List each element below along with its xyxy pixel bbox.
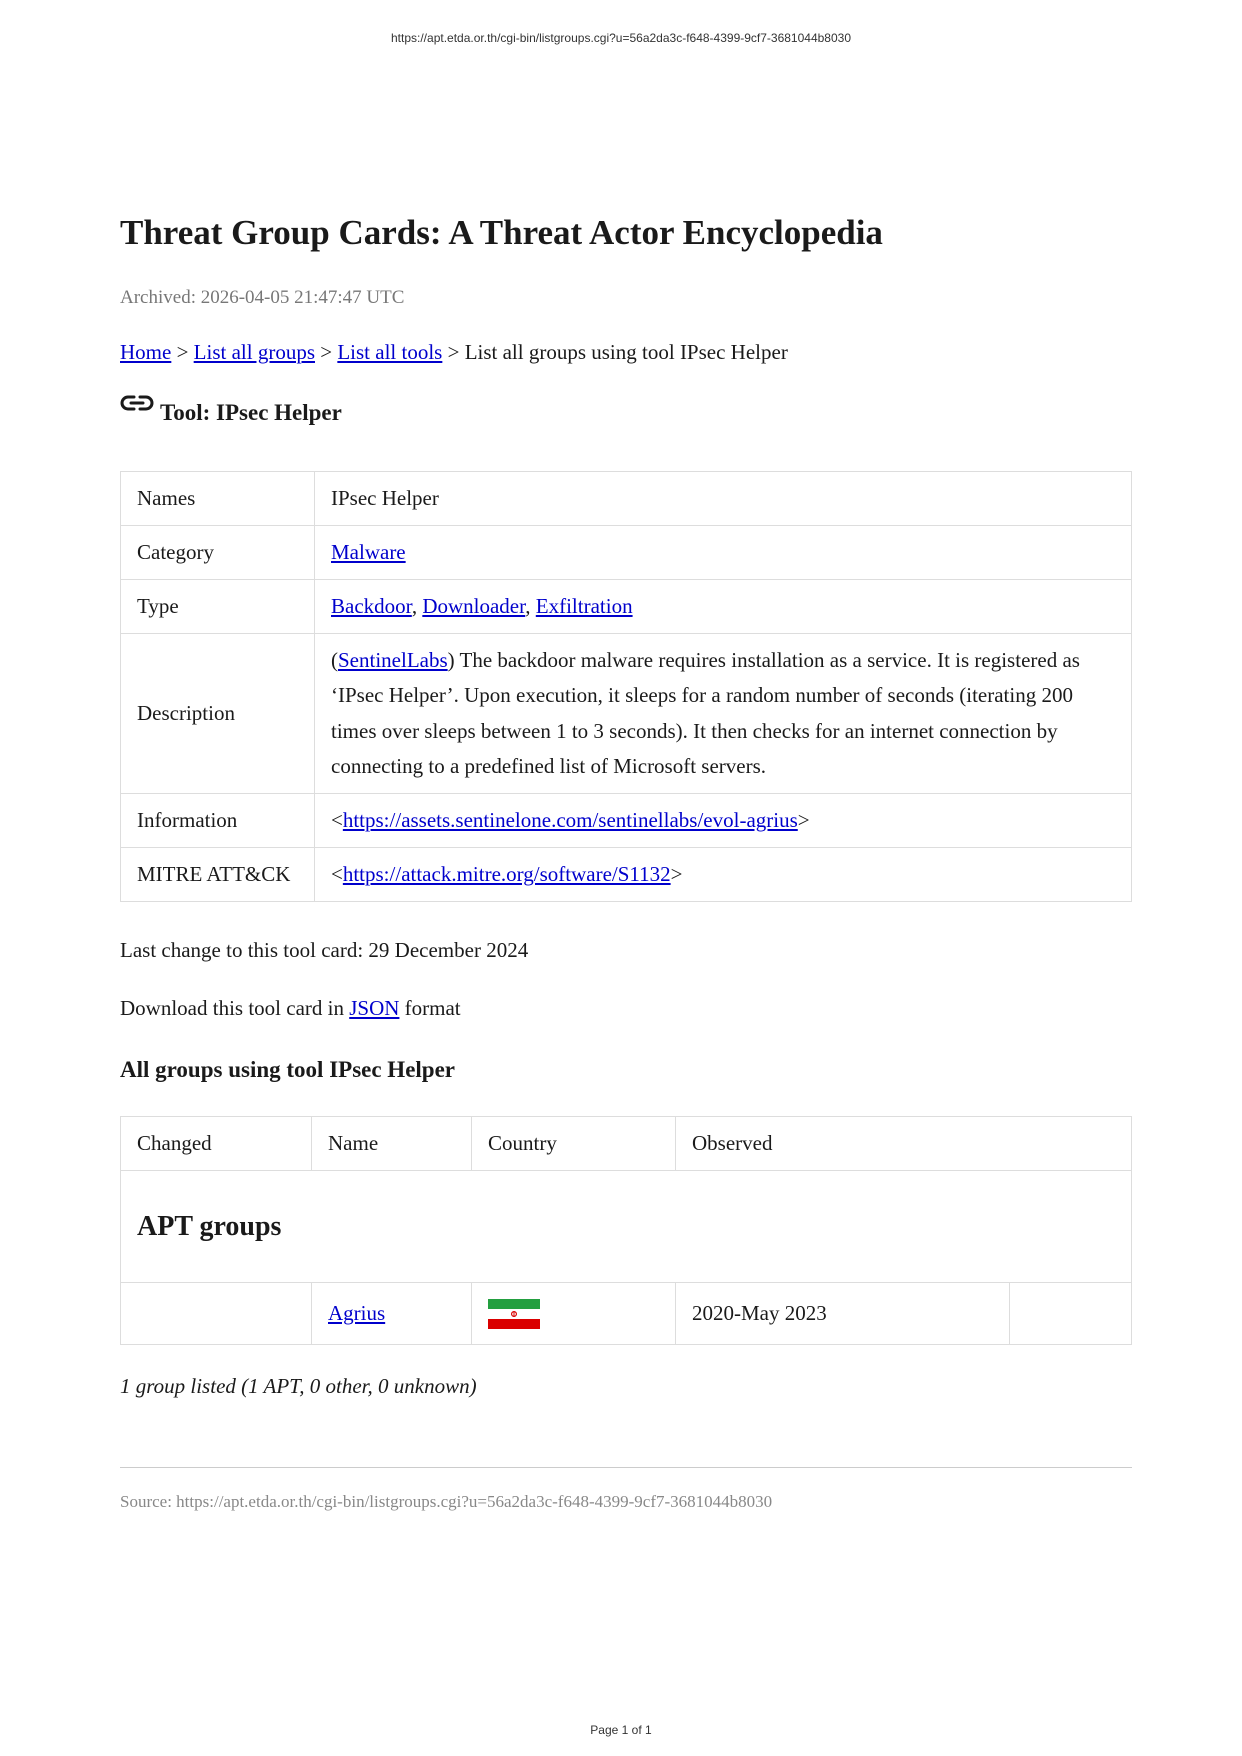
category-label: Category (121, 526, 315, 580)
names-label: Names (121, 472, 315, 526)
mitre-link[interactable]: https://attack.mitre.org/software/S1132 (342, 862, 671, 886)
groups-heading: All groups using tool IPsec Helper (120, 1057, 456, 1082)
description-label: Description (121, 634, 315, 794)
breadcrumb-separator: > (171, 340, 194, 364)
breadcrumb-current: List all groups using tool IPsec Helper (464, 340, 788, 364)
page-header-url: https://apt.etda.or.th/cgi-bin/listgroups.cgi?u=56a2da3c-f648-4399-9cf7-3681044b8030 (391, 31, 851, 45)
information-label: Information (121, 794, 315, 848)
type-separator: , (525, 594, 536, 618)
description-text-block (331, 643, 1115, 785)
tool-heading-text: Tool: IPsec Helper (160, 400, 342, 425)
breadcrumb (120, 340, 788, 365)
apt-groups-heading: APT groups (137, 1210, 282, 1242)
column-header-name: Name (312, 1117, 472, 1171)
column-header-observed: Observed (676, 1117, 1132, 1171)
groups-summary: 1 group listed (1 APT, 0 other, 0 unknown) (120, 1374, 477, 1398)
type-label: Type (121, 580, 315, 634)
divider (120, 1467, 1132, 1468)
link-icon (120, 394, 154, 412)
description-open-paren: ( (331, 647, 338, 672)
source-url: Source: https://apt.etda.or.th/cgi-bin/listgroups.cgi?u=56a2da3c-f648-4399-9cf7-3681044b8030 (120, 1492, 773, 1511)
table-row (121, 472, 1132, 526)
archived-timestamp: Archived: 2026-04-05 21:47:47 UTC (120, 287, 405, 308)
angle-open: < (331, 808, 343, 832)
angle-open: < (331, 862, 343, 886)
description-source-link[interactable]: SentinelLabs (338, 647, 448, 672)
download-prefix: Download this tool card in (120, 996, 350, 1020)
table-row (121, 848, 1132, 902)
mitre-cell (315, 848, 1132, 902)
type-cell (315, 580, 1132, 634)
download-suffix: format (399, 996, 461, 1020)
table-row (121, 526, 1132, 580)
download-line (120, 996, 461, 1021)
angle-close: > (797, 808, 810, 832)
observed-cell: 2020-May 2023 (676, 1283, 1010, 1345)
table-header-row (121, 1117, 1132, 1171)
breadcrumb-separator: > (442, 340, 465, 364)
type-link-downloader[interactable]: Downloader (422, 594, 526, 618)
tool-heading (120, 400, 342, 426)
section-row (121, 1171, 1132, 1283)
table-row (121, 580, 1132, 634)
page-title: Threat Group Cards: A Threat Actor Encyclopedia (120, 213, 883, 252)
mitre-label: MITRE ATT&CK (121, 848, 315, 902)
names-value: IPsec Helper (315, 472, 1132, 526)
breadcrumb-groups-link[interactable]: List all groups (193, 340, 315, 364)
category-cell (315, 526, 1132, 580)
information-cell (315, 794, 1132, 848)
group-link-agrius[interactable]: Agrius (328, 1301, 386, 1325)
breadcrumb-tools-link[interactable]: List all tools (337, 340, 443, 364)
empty-cell (1010, 1283, 1132, 1345)
description-text: ) The backdoor malware requires installation as a service. It is registered as ‘IPsec Helper’. Upon execution, it sleeps for a random number of seconds (iterating 200 times over sleeps between 1 to 3 seconds). It then checks for an internet connection by connecting to a predefined list of Microsoft servers. (331, 647, 1080, 778)
column-header-changed: Changed (121, 1117, 312, 1171)
name-cell (312, 1283, 472, 1345)
apt-groups-cell (121, 1171, 1132, 1283)
category-link[interactable]: Malware (331, 540, 406, 564)
type-separator: , (411, 594, 423, 618)
page-number: Page 1 of 1 (590, 1723, 652, 1737)
angle-close: > (670, 862, 683, 886)
column-header-country: Country (472, 1117, 676, 1171)
description-cell (315, 634, 1132, 794)
type-link-backdoor[interactable]: Backdoor (331, 594, 412, 618)
tool-info-table (120, 471, 1132, 902)
table-row (121, 634, 1132, 794)
breadcrumb-home-link[interactable]: Home (120, 340, 172, 364)
iran-flag-icon (488, 1299, 540, 1329)
information-link[interactable]: https://assets.sentinelone.com/sentinellabs/evol-agrius (342, 808, 798, 832)
last-change-text: Last change to this tool card: 29 December 2024 (120, 938, 529, 962)
table-row (121, 794, 1132, 848)
breadcrumb-separator: > (315, 340, 338, 364)
table-row (121, 1283, 1132, 1345)
country-cell (472, 1283, 676, 1345)
changed-cell (121, 1283, 312, 1345)
json-download-link[interactable]: JSON (349, 996, 400, 1020)
groups-table (120, 1116, 1132, 1345)
type-link-exfiltration[interactable]: Exfiltration (535, 594, 633, 618)
